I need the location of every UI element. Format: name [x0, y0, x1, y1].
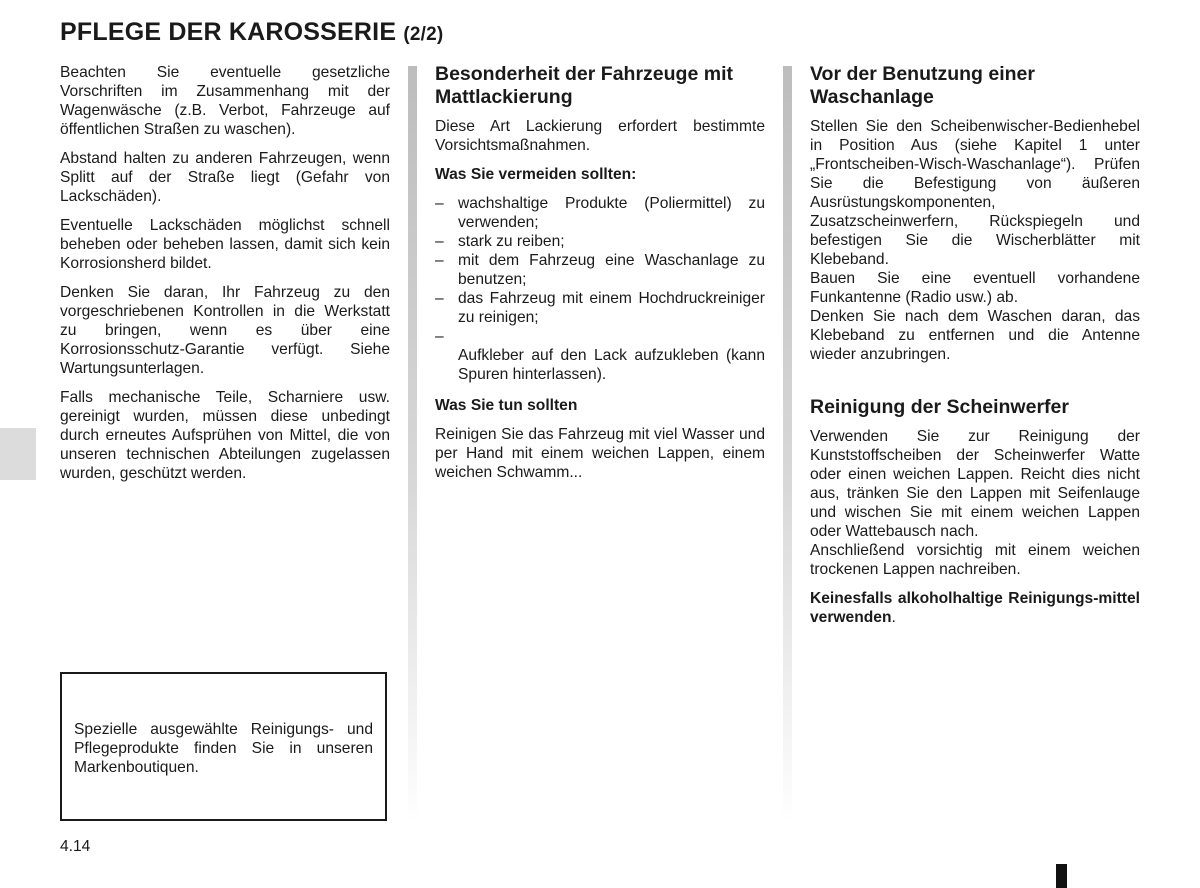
list-item	[435, 289, 765, 327]
chapter-tab-marker	[0, 428, 36, 480]
paragraph: Denken Sie nach dem Waschen daran, das Klebeband zu entfernen und die Antenne wieder anzubringen.	[810, 308, 1140, 363]
notice-box	[60, 672, 387, 821]
list-item	[435, 251, 765, 289]
paragraph: Anschließend vorsichtig mit einem weichen trockenen Lappen nachreiben.	[810, 542, 1140, 578]
section-heading-car-wash: Vor der Benutzung einer Waschanlage	[810, 63, 1035, 108]
paragraph: Eventuelle Lackschäden möglichst schnell beheben oder beheben lassen, damit sich kein Korrosionsherd bildet.	[60, 217, 390, 272]
avoid-list	[435, 194, 765, 384]
section-heading-headlights: Reinigung der Scheinwerfer	[810, 396, 1069, 418]
column-divider	[783, 66, 792, 826]
list-item-text	[458, 328, 462, 345]
list-item-text: wachshaltige Produkte (Poliermittel) zu verwenden;	[458, 195, 765, 231]
list-item	[435, 327, 765, 346]
column-general-care	[60, 63, 390, 493]
paragraph: Stellen Sie den Scheibenwischer-Bedienhebel in Position Aus (siehe Kapitel 1 unter „Frontscheiben-Wisch-Waschanlage“). Prüfen Sie die Befestigung von äußeren Ausrüstungskomponenten, Zusatzscheinwerfern, Rückspiegeln und befestigen Sie die Wischerblätter mit Klebeband.	[810, 118, 1140, 268]
intro-text: Diese Art Lackierung erfordert bestimmte Vorsichtsmaßnahmen.	[435, 118, 765, 154]
page-title-text: PFLEGE DER KAROSSERIE	[60, 18, 397, 46]
paragraph: Verwenden Sie zur Reinigung der Kunststoffscheiben der Scheinwerfer Watte oder einen weichen Lappen. Reicht dies nicht aus, tränken Sie den Lappen mit Seifenlauge und wischen Sie mit einem weichen Lappen oder Wattebausch nach.	[810, 428, 1140, 540]
column-divider	[408, 66, 417, 826]
warning-text	[810, 589, 1140, 627]
list-item	[435, 194, 765, 232]
avoid-heading: Was Sie vermeiden sollten:	[435, 166, 637, 183]
list-item-continuation	[435, 346, 765, 384]
do-heading: Was Sie tun sollten	[435, 397, 578, 414]
do-text: Reinigen Sie das Fahrzeug mit viel Wasser und per Hand mit einem weichen Lappen, einem weichen Schwamm...	[435, 426, 765, 481]
page-edge-marker	[1056, 864, 1067, 888]
paragraph: Falls mechanische Teile, Scharniere usw. gereinigt wurden, müssen diese unbedingt durch erneutes Aufsprühen von Mittel, die von unseren technischen Abteilungen zugelassen wurden, geschützt werden.	[60, 389, 390, 482]
page-title	[60, 18, 443, 47]
page-number: 4.14	[60, 838, 91, 855]
column-car-wash	[810, 63, 1140, 637]
paragraph: Denken Sie daran, Ihr Fahrzeug zu den vorgeschriebenen Kontrollen in die Werkstatt zu bringen, wenn es über eine Korrosionsschutz-Garantie verfügt. Siehe Wartungsunterlagen.	[60, 284, 390, 377]
list-item-text: mit dem Fahrzeug eine Waschanlage zu benutzen;	[458, 252, 765, 288]
dash-marker: –	[435, 328, 444, 345]
dash-marker: –	[435, 233, 444, 250]
list-item	[435, 232, 765, 251]
section-heading-matte-paint: Besonderheit der Fahrzeuge mit Mattlackierung	[435, 63, 733, 108]
list-item-text: Aufkleber auf den Lack aufzukleben (kann Spuren hinterlassen).	[458, 347, 765, 383]
paragraph: Beachten Sie eventuelle gesetzliche Vorschriften im Zusammenhang mit der Wagenwäsche (z.B. Verbot, Fahrzeuge auf öffentlichen Straßen zu waschen).	[60, 64, 390, 138]
page-title-suffix: (2/2)	[403, 24, 444, 45]
paragraph: Abstand halten zu anderen Fahrzeugen, wenn Splitt auf der Straße liegt (Gefahr von Lackschäden).	[60, 150, 390, 205]
paragraph: Bauen Sie eine eventuell vorhandene Funkantenne (Radio usw.) ab.	[810, 270, 1140, 306]
dash-marker: –	[435, 195, 444, 212]
list-item-text: stark zu reiben;	[458, 233, 565, 250]
column-matte-paint	[435, 63, 765, 492]
list-item-text: das Fahrzeug mit einem Hochdruckreiniger zu reinigen;	[458, 290, 765, 326]
notice-text: Spezielle ausgewählte Reinigungs- und Pflegeprodukte finden Sie in unseren Markenboutiquen.	[74, 721, 373, 776]
dash-marker: –	[435, 290, 444, 307]
warning-bold: Keinesfalls alkoholhaltige Reinigungs-mittel verwenden	[810, 590, 1140, 626]
warning-end: .	[891, 609, 896, 626]
dash-marker: –	[435, 252, 444, 269]
